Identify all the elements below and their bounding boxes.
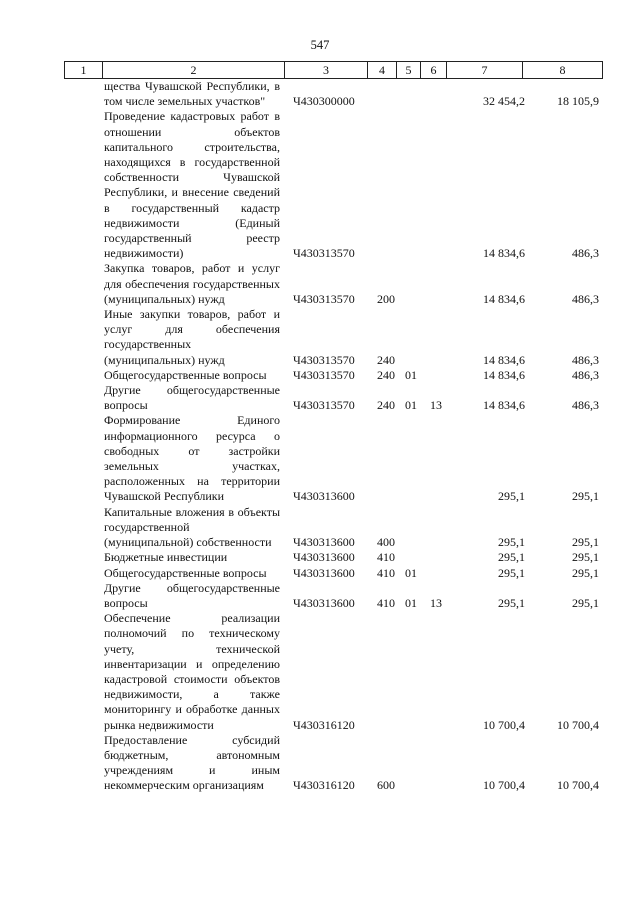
row-name: щества Чувашской Республики, в том числе земельных участков" bbox=[104, 79, 280, 109]
row-name: Проведение кадастровых работ в отношении объектов капитального строительства, находящихся в государственной собственности Чувашской Республики, и внесение сведений в государственный кадастр недвижимости (Единый государственный реестр недвижимости) bbox=[104, 109, 280, 261]
column-header-4: 4 bbox=[368, 62, 397, 79]
row-amount-2: 18 105,9 bbox=[557, 94, 599, 109]
row-code: Ч430313600 bbox=[293, 565, 355, 580]
column-header-1: 1 bbox=[65, 62, 103, 79]
column-header-5: 5 bbox=[397, 62, 421, 79]
table-row bbox=[64, 261, 602, 307]
table-row bbox=[64, 581, 602, 611]
row-name: Общегосударственные вопросы bbox=[104, 367, 267, 382]
column-header-8: 8 bbox=[523, 62, 603, 79]
table-row bbox=[64, 368, 602, 383]
row-expense-type: 240 bbox=[377, 367, 395, 382]
row-name: Предоставление субсидий бюджетным, автономным учреждениям и иным некоммерческим организациям bbox=[104, 732, 280, 793]
row-amount-2: 295,1 bbox=[572, 550, 599, 565]
row-amount-1: 10 700,4 bbox=[483, 717, 525, 732]
row-code: Ч430313570 bbox=[293, 367, 355, 382]
table-row bbox=[64, 566, 602, 581]
row-section: 01 bbox=[405, 595, 417, 610]
row-section: 01 bbox=[405, 398, 417, 413]
table-row bbox=[64, 307, 602, 368]
row-amount-2: 295,1 bbox=[572, 595, 599, 610]
row-name: Бюджетные инвестиции bbox=[104, 550, 228, 565]
row-amount-1: 14 834,6 bbox=[483, 398, 525, 413]
table-row bbox=[64, 550, 602, 565]
row-amount-1: 295,1 bbox=[498, 489, 525, 504]
row-name: Формирование Единого информационного ресурса о свободных от застройки земельных участках, расположенных на территории Чувашской Республики bbox=[104, 413, 280, 504]
row-expense-type: 410 bbox=[377, 595, 395, 610]
row-amount-2: 295,1 bbox=[572, 535, 599, 550]
row-amount-1: 295,1 bbox=[498, 595, 525, 610]
row-code: Ч430300000 bbox=[293, 94, 355, 109]
row-code: Ч430313570 bbox=[293, 352, 355, 367]
row-amount-2: 486,3 bbox=[572, 246, 599, 261]
row-amount-1: 14 834,6 bbox=[483, 291, 525, 306]
row-expense-type: 410 bbox=[377, 550, 395, 565]
row-code: Ч430313600 bbox=[293, 595, 355, 610]
row-code: Ч430316120 bbox=[293, 717, 355, 732]
row-amount-1: 295,1 bbox=[498, 565, 525, 580]
row-amount-2: 295,1 bbox=[572, 489, 599, 504]
column-header-6: 6 bbox=[421, 62, 447, 79]
table-row bbox=[64, 505, 602, 551]
page-number: 547 bbox=[310, 38, 330, 52]
row-name: Обеспечение реализации полномочий по техническому учету, технической инвентаризации и определению кадастровой стоимости объектов недвижимости, а также мониторингу и обработке данных рынка недвижимости bbox=[104, 611, 280, 732]
row-subsection: 13 bbox=[430, 595, 442, 610]
row-amount-1: 295,1 bbox=[498, 550, 525, 565]
row-code: Ч430313600 bbox=[293, 535, 355, 550]
column-header-7: 7 bbox=[447, 62, 523, 79]
row-amount-2: 295,1 bbox=[572, 565, 599, 580]
row-expense-type: 400 bbox=[377, 535, 395, 550]
row-name: Закупка товаров, работ и услуг для обеспечения государственных (муниципальных) нужд bbox=[104, 261, 280, 306]
row-section: 01 bbox=[405, 367, 417, 382]
row-amount-2: 486,3 bbox=[572, 291, 599, 306]
row-amount-2: 486,3 bbox=[572, 352, 599, 367]
row-amount-2: 486,3 bbox=[572, 367, 599, 382]
row-code: Ч430316120 bbox=[293, 778, 355, 793]
row-amount-2: 10 700,4 bbox=[557, 717, 599, 732]
table-row bbox=[64, 109, 602, 261]
row-amount-1: 14 834,6 bbox=[483, 352, 525, 367]
row-code: Ч430313600 bbox=[293, 550, 355, 565]
row-expense-type: 600 bbox=[377, 778, 395, 793]
row-code: Ч430313570 bbox=[293, 398, 355, 413]
row-expense-type: 240 bbox=[377, 352, 395, 367]
row-amount-1: 10 700,4 bbox=[483, 778, 525, 793]
row-name: Другие общегосударственные вопросы bbox=[104, 383, 280, 413]
row-code: Ч430313600 bbox=[293, 489, 355, 504]
row-expense-type: 200 bbox=[377, 291, 395, 306]
row-expense-type: 240 bbox=[377, 398, 395, 413]
table-row bbox=[64, 733, 602, 794]
column-header-3: 3 bbox=[285, 62, 368, 79]
table-row bbox=[64, 79, 602, 109]
row-expense-type: 410 bbox=[377, 565, 395, 580]
row-amount-2: 10 700,4 bbox=[557, 778, 599, 793]
row-code: Ч430313570 bbox=[293, 246, 355, 261]
row-code: Ч430313570 bbox=[293, 291, 355, 306]
row-name: Иные закупки товаров, работ и услуг для обеспечения государственных (муниципальных) нужд bbox=[104, 307, 280, 367]
row-name: Общегосударственные вопросы bbox=[104, 565, 267, 580]
row-section: 01 bbox=[405, 565, 417, 580]
table-row bbox=[64, 383, 602, 413]
table-row bbox=[64, 611, 602, 733]
row-amount-2: 486,3 bbox=[572, 398, 599, 413]
column-header-row bbox=[64, 61, 603, 79]
column-header-2: 2 bbox=[103, 62, 285, 79]
row-amount-1: 32 454,2 bbox=[483, 94, 525, 109]
table-row bbox=[64, 413, 602, 504]
row-subsection: 13 bbox=[430, 398, 442, 413]
row-name: Другие общегосударственные вопросы bbox=[104, 580, 280, 610]
row-name: Капитальные вложения в объекты государственной (муниципальной) собственности bbox=[104, 504, 280, 550]
row-amount-1: 14 834,6 bbox=[483, 246, 525, 261]
row-amount-1: 14 834,6 bbox=[483, 367, 525, 382]
budget-table-body bbox=[64, 79, 602, 794]
row-amount-1: 295,1 bbox=[498, 535, 525, 550]
